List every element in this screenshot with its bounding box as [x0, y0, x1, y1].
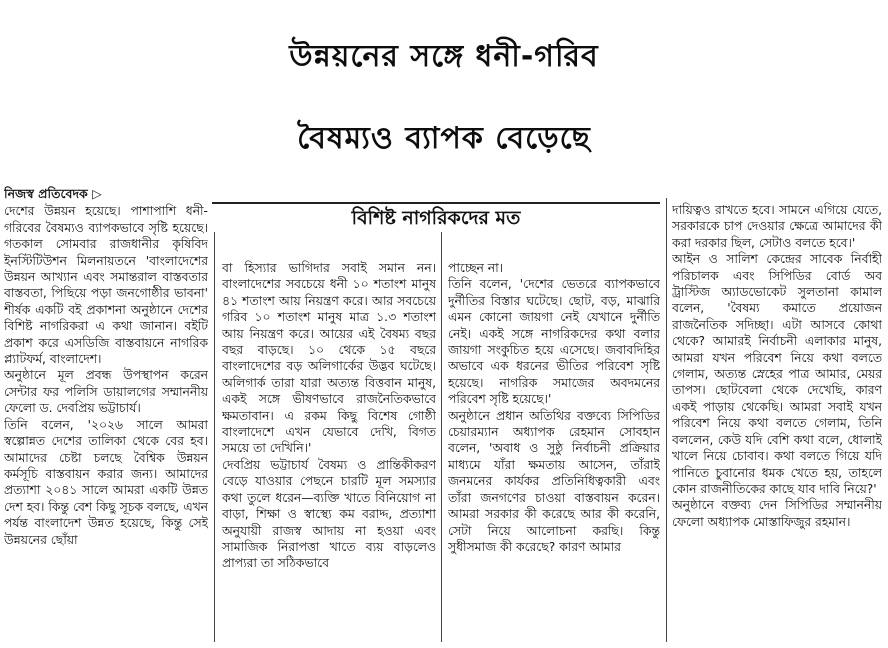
paragraph: তিনি বলেন, 'দেশের ভেতরে ব্যাপকভাবে দুর্নীতির বিস্তার ঘটেছে। ছোট, বড়, মাঝারি এমন কোনো জায়গা নেই যেখানে দুর্নীতি নেই। একই সঙ্গে নাগরিকদের কথা বলার জায়গা সংকুচিত হয়ে এসেছে। জবাবদিহির অভাবে এক ধরনের ভীতির পরিবেশ সৃষ্টি হয়েছে। নাগরিক সমাজের অবদমনের পরিবেশ সৃষ্টি হয়েছে।': [448, 277, 660, 407]
paragraph: অনুষ্ঠানে প্রধান অতিথির বক্তব্যে সিপিডির চেয়ারম্যান অধ্যাপক রেহমান সোবহান বলেন, 'অবাধ ও সুষ্ঠু নির্বাচনী প্রক্রিয়ার মাধ্যমে যাঁরা ক্ষমতায় আসেন, তাঁরাই জনমনের কার্যকর প্রতিনিধিত্বকারী এবং তাঁরা জনগণের চাওয়া বাস্তবায়ন করেন। আমরা সরকার কী করেছে আর কী করেনি, সেটা নিয়ে আলোচনা করছি। কিন্তু সুধীসমাজ কী করেছে? কারণ আমার: [448, 408, 660, 554]
paragraph: আইন ও সালিশ কেন্দ্রের সাবেক নির্বাহী পরিচালক এবং সিপিডির বোর্ড অব ট্রাস্টিজ অ্যাডভোকেট সুলতানা কামাল বলেন, 'বৈষম্য কমাতে প্রয়োজন রাজনৈতিক সদিচ্ছা। এটা আসবে কোথা থেকে? আমারই নির্বাচনী এলাকার মানুষ, আমরা যখন পরিবেশ নিয়ে কথা বলতে গেলাম, অত্যন্ত স্নেহের পাত্র আমার, মেয়র তাপস। ছোটবেলা থেকে দেখেছি, কারণ একই পাড়ায় থেকেছি। আমরা সবাই যখন পরিবেশ নিয়ে কথা বলতে গেলাম, তিনি বললেন, কেউ যদি বেশি কথা বলে, ধোলাই খালে নিয়ে চোবাব। কথা বলতে গিয়ে যদি পানিতে চুবানোর ধমক খেতে হয়, তাহলে কোন রাজনীতিকের কাছে যাব দাবি নিয়ে?': [672, 252, 882, 496]
paragraph: দায়িত্বও রাখতে হবে। সামনে এগিয়ে যেতে, সরকারকে চাপ দেওয়ার ক্ষেত্রে আমাদের কী করা দরকার ছিল, সেটাও বলতে হবে।': [672, 203, 882, 250]
article-column-4: [672, 202, 882, 644]
paragraph: পাচ্ছেন না।: [448, 261, 504, 275]
column-divider: [214, 232, 215, 642]
byline: নিজস্ব প্রতিবেদক ▷: [4, 186, 102, 201]
paragraph: দেশের উন্নয়ন হয়েছে। পাশাপাশি ধনী-গরিবের বৈষম্যও ব্যাপকভাবে সৃষ্টি হয়েছে। গতকাল সোমবার রাজধানীর কৃষিবিদ ইনস্টিটিউশন মিলনায়তনে 'বাংলাদেশের উন্নয়ন আখ্যান এবং সমান্তরাল বাস্তবতার বাস্তবতা, পিছিয়ে পড়া জনগোষ্ঠীর ভাবনা' শীর্ষক একটি বই প্রকাশনা অনুষ্ঠানে দেশের বিশিষ্ট নাগরিকরা এ কথা জানান। বইটি প্রকাশ করে এসডিজি বাস্তবায়নে নাগরিক প্ল্যাটফর্ম, বাংলাদেশ।: [4, 204, 208, 367]
article-column-3: [448, 260, 660, 644]
headline-line-2: বৈষম্যও ব্যাপক বেড়েছে: [297, 121, 591, 156]
paragraph: অনুষ্ঠানে মূল প্রবন্ধ উপস্থাপন করেন সেন্টার ফর পলিসি ডায়ালগের সম্মাননীয় ফেলো ড. দেবপ্রিয় ভট্টাচার্য।: [4, 368, 208, 416]
headline-line-1: উন্নয়নের সঙ্গে ধনী-গরিব: [289, 39, 599, 74]
paragraph: তিনি বলেন, '২০২৬ সালে আমরা স্বল্পোন্নত দেশের তালিকা থেকে বের হব। আমাদের চেষ্টা চলছে বৈশ্বিক উন্নয়ন কর্মসূচি বাস্তবায়ন করার জন্য। আমাদের প্রত্যাশা ২০৪১ সালে আমরা একটি উন্নত দেশ হব। কিন্তু বেশ কিছু সূচক বলছে, এখন পর্যন্ত বাংলাদেশ উন্নত হয়েছে, কিন্তু সেই উন্নয়নের ছোঁয়া: [4, 417, 208, 547]
article-column-1: [4, 186, 208, 644]
column-divider: [666, 198, 667, 642]
article-column-2: [222, 260, 436, 644]
paragraph: দেবপ্রিয় ভট্টাচার্য বৈষম্য ও প্রান্তিকীকরণ বেড়ে যাওয়ার পেছনে চারটি মূল সমস্যার কথা তুলে ধরেন—ব্যক্তি খাতে বিনিয়োগ না বাড়া, শিক্ষা ও স্বাস্থ্যে কম বরাদ্দ, প্রত্যাশা অনুযায়ী রাজস্ব আদায় না হওয়া এবং সামাজিক নিরাপত্তা খাতে ব্যয় বাড়লেও প্রাপ্যরা তা সঠিকভাবে: [222, 457, 436, 571]
paragraph: বা হিস্যার ভাগিদার সবাই সমান নন। বাংলাদেশের সবচেয়ে ধনী ১০ শতাংশ মানুষ ৪১ শতাংশ আয় নিয়ন্ত্রণ করে। আর সবচেয়ে গরিব ১০ শতাংশ মানুষ মাত্র ১.৩ শতাংশ আয় নিয়ন্ত্রণ করে। আয়ের এই বৈষম্য বছর বছর বাড়ছে। ১০ থেকে ১৫ বছরে বাংলাদেশের বড় অলিগার্কের উদ্ভব ঘটেছে। অলিগার্ক তারা যারা অত্যন্ত বিত্তবান মানুষ, একই সঙ্গে ভীষণভাবে রাজনৈতিকভাবে ক্ষমতাবান। এ রকম কিছু বিশেষ গোষ্ঠী বাংলাদেশে এখন যেভাবে দেখি, বিগত সময়ে তা দেখিনি।': [222, 261, 436, 456]
paragraph: অনুষ্ঠানে বক্তব্য দেন সিপিডির সম্মাননীয় ফেলো অধ্যাপক মোস্তাফিজুর রহমান।: [672, 498, 882, 529]
column-divider: [441, 232, 442, 642]
subheading: বিশিষ্ট নাগরিকদের মত: [212, 202, 660, 230]
